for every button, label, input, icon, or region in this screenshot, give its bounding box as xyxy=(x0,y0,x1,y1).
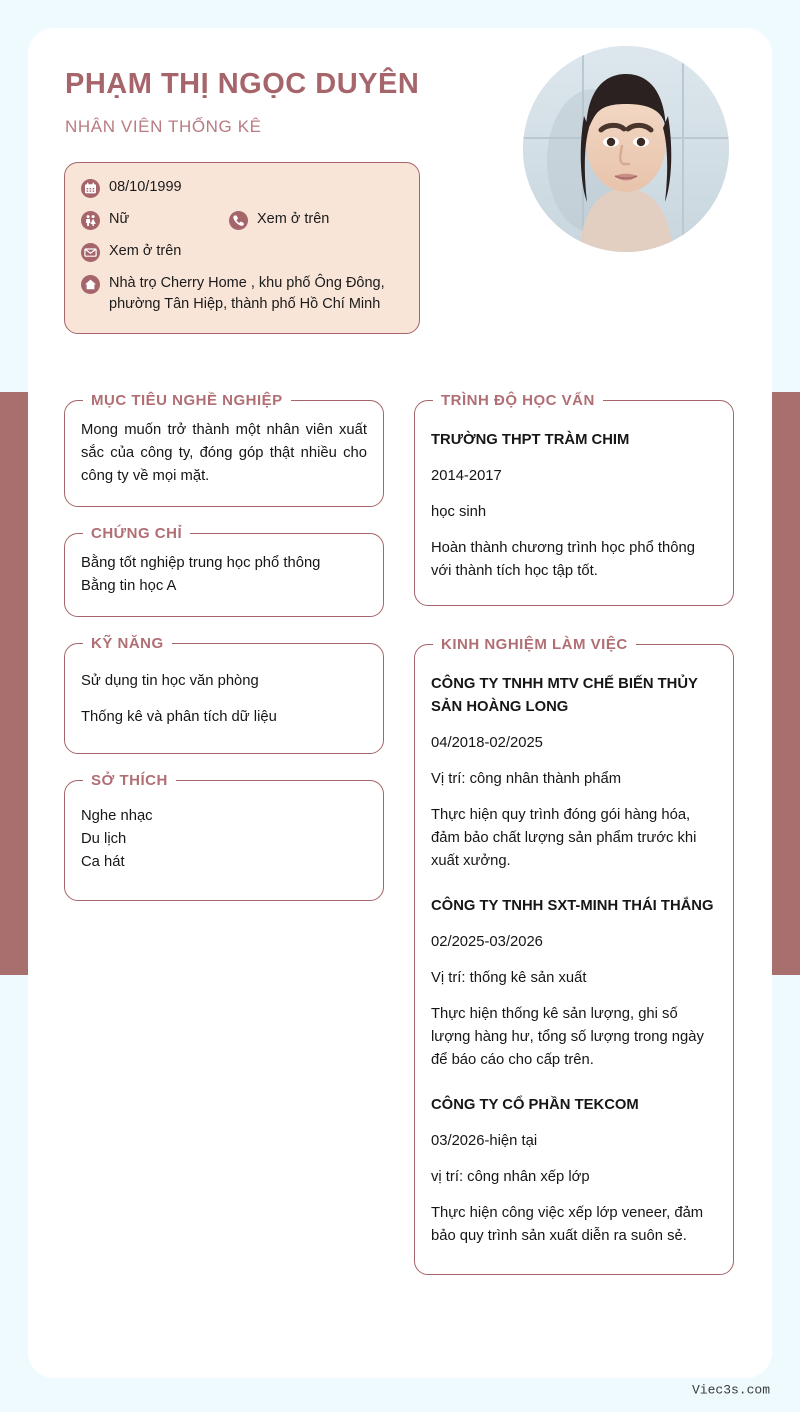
list-item: Du lịch xyxy=(81,831,127,847)
contact-row-birthday xyxy=(81,177,403,198)
experience-period: 04/2018-02/2025 xyxy=(431,735,543,751)
education-period: 2014-2017 xyxy=(431,468,502,484)
contact-row-address xyxy=(81,273,403,315)
education-school: TRƯỜNG THPT TRÀM CHIM xyxy=(431,432,630,448)
section-experience xyxy=(414,636,734,1275)
right-column xyxy=(414,392,734,1293)
list-item: Nghe nhạc xyxy=(81,808,153,824)
experience-period: 02/2025-03/2026 xyxy=(431,934,543,950)
envelope-icon xyxy=(81,243,100,262)
gender-icon xyxy=(81,211,100,230)
email-value: Xem ở trên xyxy=(109,243,182,259)
experience-position: vị trí: công nhân xếp lớp xyxy=(431,1169,590,1185)
section-objective-heading: MỤC TIÊU NGHỀ NGHIỆP xyxy=(91,392,283,409)
contact-row-gender-phone xyxy=(81,209,403,230)
section-experience-body xyxy=(415,653,733,1274)
phone-icon xyxy=(229,211,248,230)
birthday-value: 08/10/1999 xyxy=(109,179,182,195)
experience-entry xyxy=(431,895,717,1072)
experience-period: 03/2026-hiện tại xyxy=(431,1133,538,1149)
experience-description: Thực hiện công việc xếp lớp veneer, đảm bảo quy trình sản xuất diễn ra suôn sẻ. xyxy=(431,1205,704,1244)
section-certificates xyxy=(64,525,384,617)
experience-position: Vị trí: công nhân thành phẩm xyxy=(431,771,622,787)
section-education-heading: TRÌNH ĐỘ HỌC VẤN xyxy=(441,392,595,409)
resume-header xyxy=(28,28,772,358)
phone-value: Xem ở trên xyxy=(257,211,330,227)
portrait-photo-icon xyxy=(523,46,729,252)
list-item: Bằng tốt nghiệp trung học phổ thông xyxy=(81,555,321,571)
experience-company: CÔNG TY TNHH SXT-MINH THÁI THẮNG xyxy=(431,898,714,914)
avatar xyxy=(523,46,729,252)
contact-phone xyxy=(229,209,329,230)
contact-row-email xyxy=(81,241,403,262)
candidate-job-title: NHÂN VIÊN THỐNG KÊ xyxy=(65,117,262,136)
section-education-body xyxy=(415,409,733,605)
section-education xyxy=(414,392,734,606)
objective-text: Mong muốn trở thành một nhân viên xuất sắc của công ty, đóng góp thật nhiều cho công ty về mọi mặt. xyxy=(81,422,367,484)
section-skills-body xyxy=(65,652,383,753)
experience-description: Thực hiện thống kê sản lượng, ghi số lượng hàng hư, tổng số lượng trong ngày để báo cáo cho cấp trên. xyxy=(431,1006,704,1068)
calendar-icon xyxy=(81,179,100,198)
experience-entry xyxy=(431,673,717,873)
experience-description: Thực hiện quy trình đóng gói hàng hóa, đảm bảo chất lượng sản phẩm trước khi xuất xưởng. xyxy=(431,807,697,869)
experience-position: Vị trí: thống kê sản xuất xyxy=(431,970,587,986)
education-description: Hoàn thành chương trình học phổ thông với thành tích học tập tốt. xyxy=(431,540,695,579)
address-value: Nhà trọ Cherry Home , khu phố Ông Đông, phường Tân Hiệp, thành phố Hồ Chí Minh xyxy=(109,275,385,312)
home-icon xyxy=(81,275,100,294)
decorative-bar-left xyxy=(0,392,28,975)
resume-card xyxy=(28,28,772,1378)
section-hobbies xyxy=(64,772,384,901)
section-certificates-heading: CHỨNG CHỈ xyxy=(91,525,183,542)
section-experience-heading: KINH NGHIỆM LÀM VIỆC xyxy=(441,636,628,653)
experience-company: CÔNG TY CỔ PHẦN TEKCOM xyxy=(431,1097,639,1113)
section-objective-body xyxy=(65,409,383,506)
gender-value: Nữ xyxy=(109,211,130,227)
education-role: học sinh xyxy=(431,504,487,520)
contact-info-box xyxy=(64,162,420,334)
experience-entry xyxy=(431,1094,717,1248)
section-hobbies-heading: SỞ THÍCH xyxy=(91,772,168,789)
experience-company: CÔNG TY TNHH MTV CHẾ BIẾN THỦY SẢN HOÀNG LONG xyxy=(431,676,698,715)
watermark: Viec3s.com xyxy=(691,1382,770,1398)
list-item: Bằng tin học A xyxy=(81,578,177,594)
section-objective xyxy=(64,392,384,507)
section-certificates-body xyxy=(65,542,383,616)
section-skills-heading: KỸ NĂNG xyxy=(91,635,164,652)
list-item: Thống kê và phân tích dữ liệu xyxy=(81,709,277,725)
decorative-bar-right xyxy=(772,392,800,975)
list-item: Ca hát xyxy=(81,854,125,870)
candidate-name: PHẠM THỊ NGỌC DUYÊN xyxy=(65,68,420,100)
section-hobbies-body xyxy=(65,789,383,900)
left-column xyxy=(64,392,384,919)
section-skills xyxy=(64,635,384,754)
list-item: Sử dụng tin học văn phòng xyxy=(81,673,259,689)
